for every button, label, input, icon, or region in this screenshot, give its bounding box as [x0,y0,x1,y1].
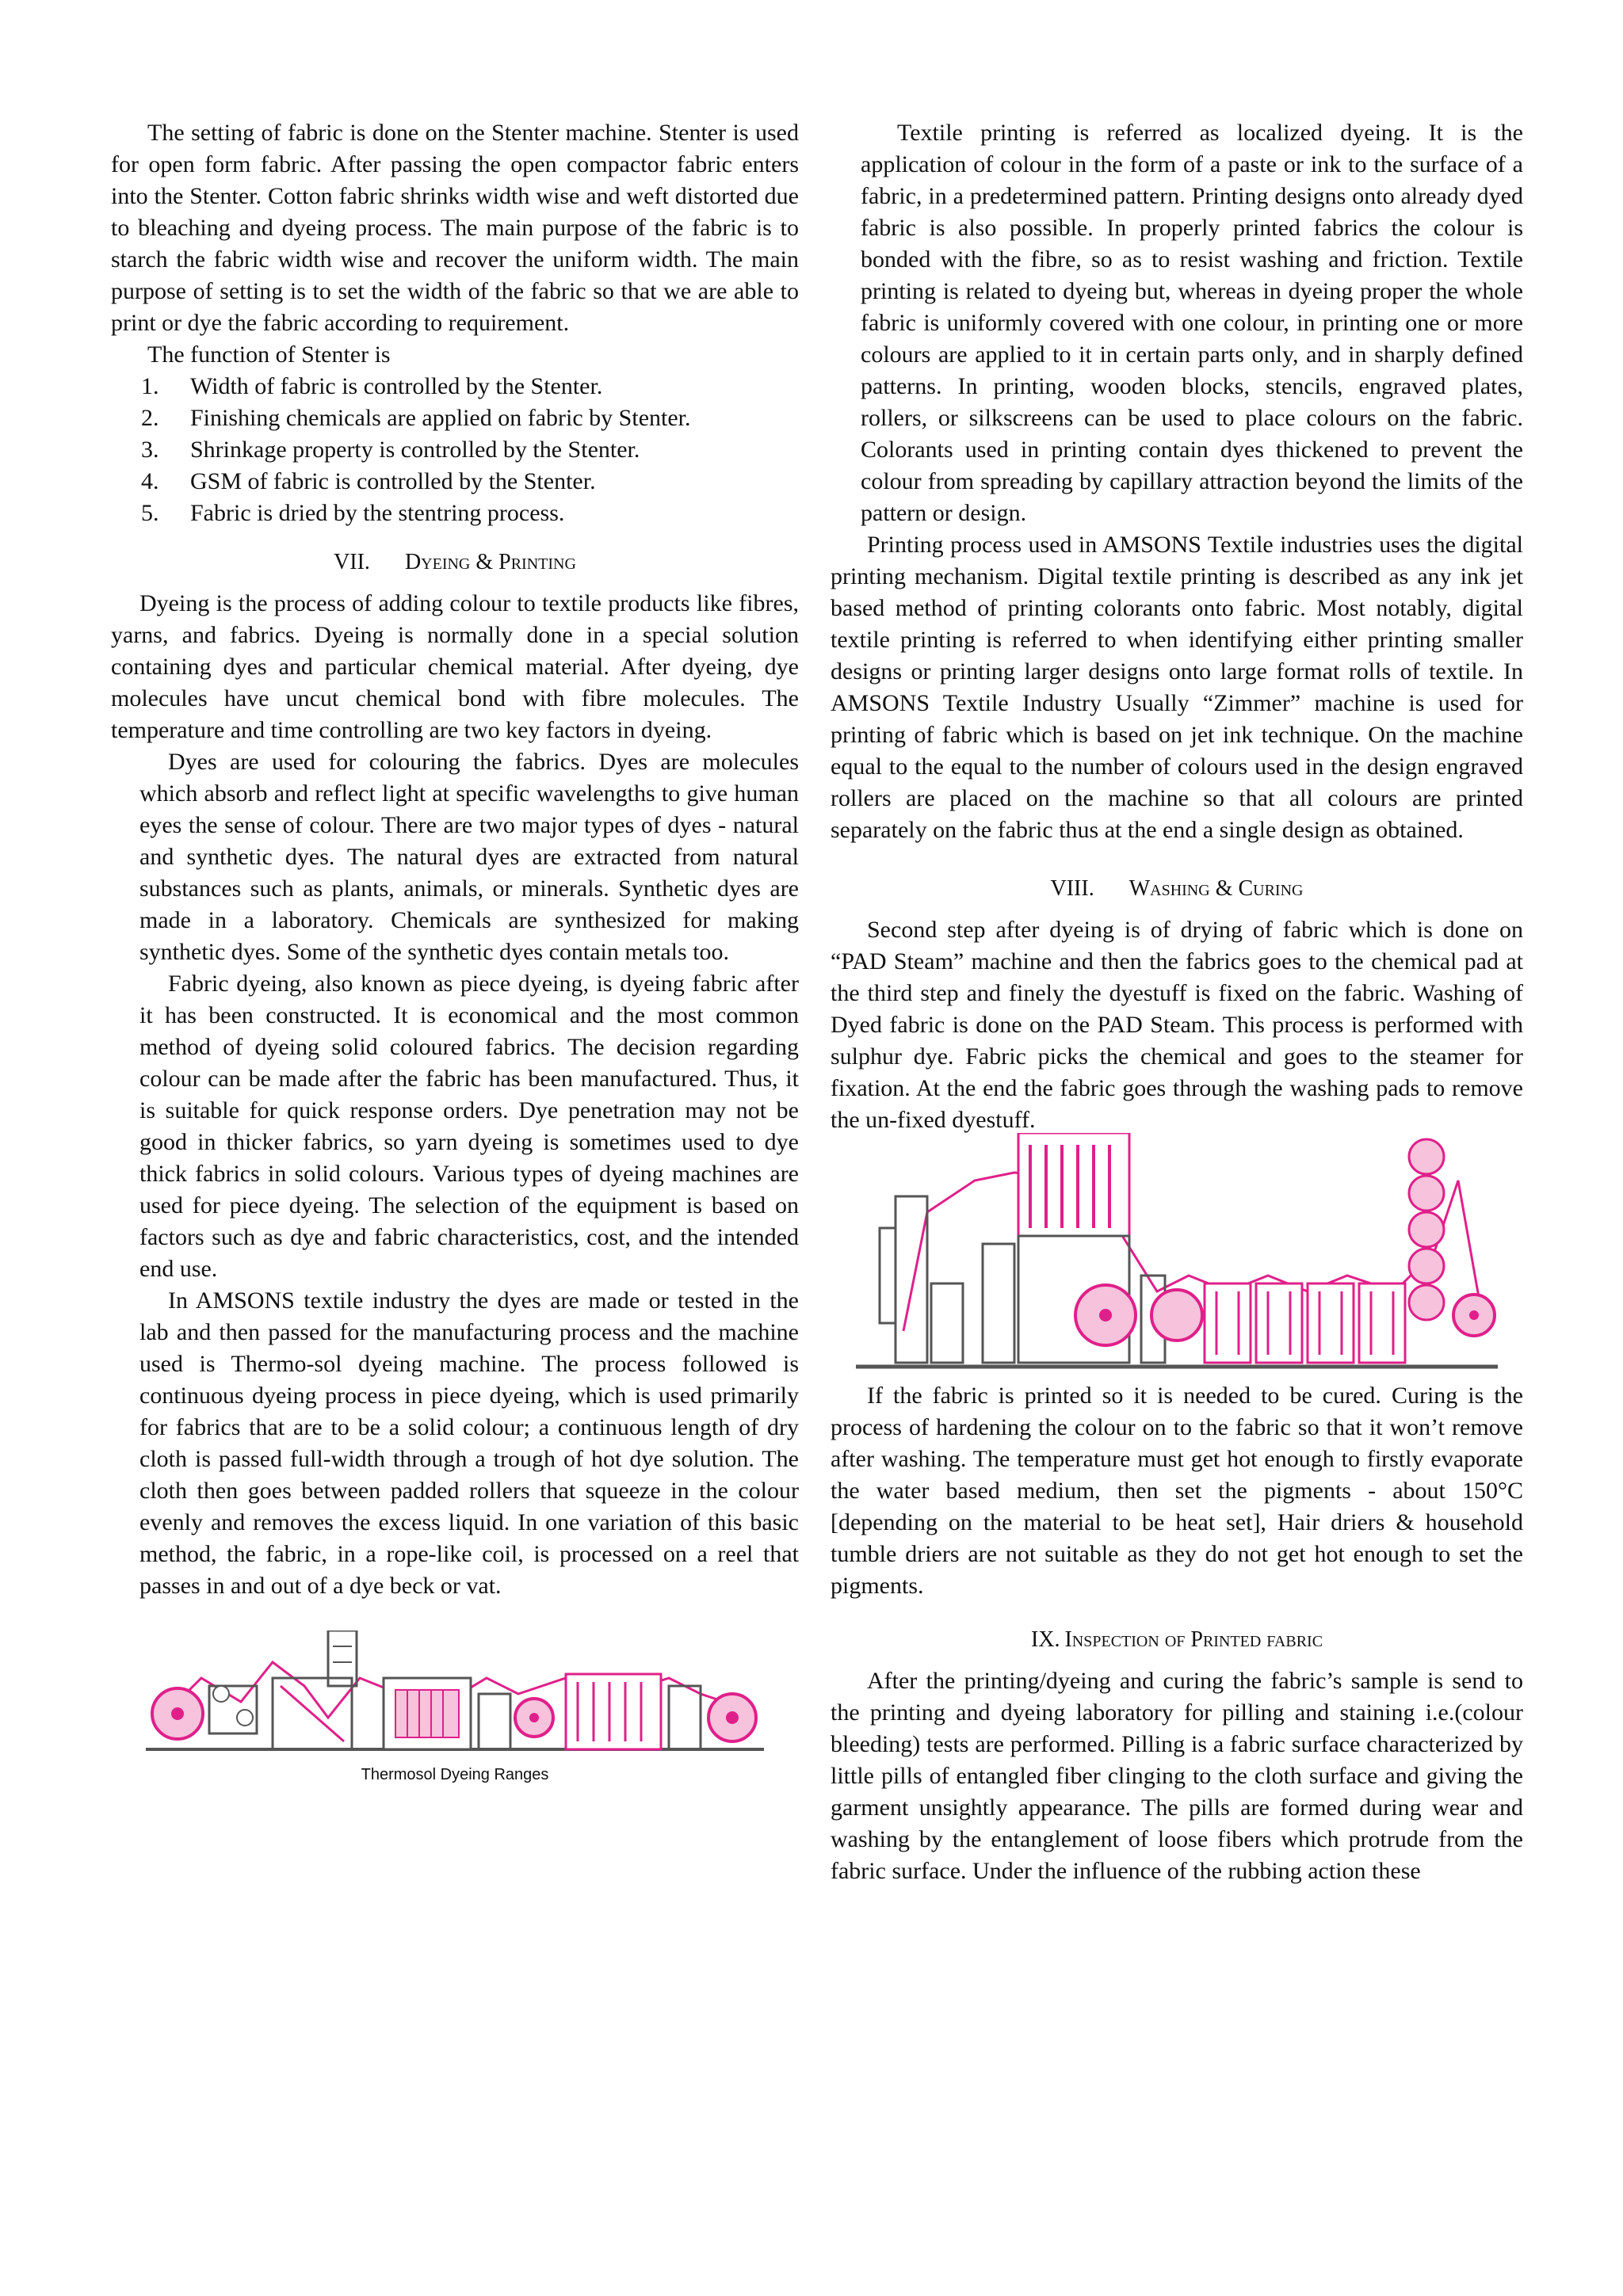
list-item: 5. Fabric is dried by the stentring process. [141,500,565,526]
digital-printing-paragraph: Printing process used in AMSONS Textile industries uses the digital printing mechanism. Digital textile printing is described as any ink jet based method of printing colorants onto fabric. Most notably, digital textile printing is referred to when identifying either printing smaller designs or printing larger designs onto large format rolls of textile. In AMSONS Textile Industry Usually “Zimmer” machine is used for printing of fabric which is based on jet ink technique. On the machine equal to the equal to the number of colours used in the design engraved rollers are placed on the machine so that all colours are printed separately on the fabric thus at the end a single design as obtained. [831,532,1523,843]
curing-paragraph: If the fabric is printed so it is needed to be cured. Curing is the process of hardening the colour on to the fabric so that it won’t remove after washing. The temperature must get hot enough to firstly evaporate the water based medium, then set the pigments - about 150°C [depending on the material to be heat set], Hair driers & household tumble driers are not suitable as they do not get hot enough to set the pigments. [831,1383,1523,1599]
printing-indented-block [831,117,1523,529]
left-column [111,117,799,1791]
section-heading-vii: VII. Dyeing & Printing [334,550,576,574]
fabric-dyeing-paragraph: Fabric dyeing, also known as piece dyeing, is dyeing fabric after it has been constructed. It is economical and the most common method of dyeing solid coloured fabrics. The decision regarding colour can be made after the fabric has been manufactured. Thus, it is suitable for quick response orders. Dye penetration may not be good in thicker fabrics, so yarn dyeing is sometimes used to dye thick fabrics in solid colours. Various types of dyeing machines are used for piece dyeing. The selection of the equipment is based on factors such as dye and fabric characteristics, cost, and the intended end use. [139,971,799,1282]
dyeing-indented-block [111,746,799,1602]
section-heading-ix: IX. Inspection of Printed fabric [1030,1627,1323,1652]
washing-paragraph: Second step after dyeing is of drying of fabric which is done on “PAD Steam” machine and then the fabrics goes to the chemical pad at the third step and finely the dyestuff is fixed on the fabric. Washing of Dyed fabric is done on the PAD Steam. This process is performed with sulphur dye. Fabric picks the chemical and goes to the steamer for fixation. At the end the fabric goes through the washing pads to remove the un-fixed dyestuff. [831,917,1523,1133]
amsons-dyeing-paragraph: In AMSONS textile industry the dyes are made or tested in the lab and then passed for the manufacturing process and the machine used is Thermo-sol dyeing machine. The process followed is continuous dyeing process in piece dyeing, which is used primarily for fabrics that are to be a solid colour; a continuous length of dry cloth is passed full-width through a trough of hot dye solution. The cloth then goes between padded rollers that squeeze in the colour evenly and removes the excess liquid. In one variation of this basic method, the fabric, in a rope-like coil, is processed on a reel that passes in and out of a dye beck or vat. [139,1287,799,1599]
thermosol-figure [111,1630,799,1791]
stenter-function-intro: The function of Stenter is [147,341,391,368]
list-item: 2. Finishing chemicals are applied on fabric by Stenter. [141,405,691,431]
list-item: 4. GSM of fabric is controlled by the Stenter. [141,468,596,494]
stenter-function-list [111,371,799,529]
stenter-paragraph: The setting of fabric is done on the Stenter machine. Stenter is used for open form fabric. After passing the open compactor fabric enters into the Stenter. Cotton fabric shrinks width wise and weft distorted due to bleaching and dyeing process. The main purpose of the fabric is to starch the fabric width wise and recover the uniform width. The main purpose of setting is to set the width of the fabric so that we are able to print or dye the fabric according to requirement. [111,120,799,336]
dyes-paragraph: Dyes are used for colouring the fabrics. Dyes are molecules which absorb and reflect light at specific wavelengths to give human eyes the sense of colour. There are two major types of dyes - natural and synthetic dyes. The natural dyes are extracted from natural substances such as plants, animals, or minerals. Synthetic dyes are made in a laboratory. Chemicals are synthesized for making synthetic dyes. Some of the synthetic dyes contain metals too. [139,749,799,965]
list-item: 1. Width of fabric is controlled by the Stenter. [141,373,603,399]
list-item: 3. Shrinkage property is controlled by the Stenter. [141,437,640,463]
section-heading-viii: VIII. Washing & Curing [1050,876,1304,901]
figure-caption: Thermosol Dyeing Ranges [361,1766,549,1783]
inspection-paragraph: After the printing/dyeing and curing the fabric’s sample is send to the printing and dyeing laboratory for pilling and staining i.e.(colour bleeding) tests are performed. Pilling is a fabric surface characterized by little pills of entangled fiber clinging to the cloth surface and giving the garment unsightly appearance. The pills are formed during wear and washing by the entanglement of loose fibers which protrude from the fabric surface. Under the influence of the rubbing action these [831,1668,1523,1884]
printing-paragraph: Textile printing is referred as localized dyeing. It is the application of colour in the form of a paste or ink to the surface of a fabric, in a predetermined pattern. Printing designs onto already dyed fabric is also possible. In properly printed fabrics the colour is bonded with the fibre, so as to resist washing and friction. Textile printing is related to dyeing but, whereas in dyeing proper the whole fabric is uniformly covered with one colour, in printing one or more colours are applied to it in certain parts only, and in sharply defined patterns. In printing, wooden blocks, stencils, engraved plates, rollers, or silkscreens can be used to place colours on the fabric. Colorants used in printing contain dyes thickened to prevent the colour from spreading by capillary attraction beyond the limits of the pattern or design. [861,120,1523,526]
thermosol-dyeing-machine-diagram [146,1630,764,1757]
pad-steam-machine-diagram [856,1133,1498,1371]
right-column [831,117,1523,1887]
dyeing-intro-paragraph: Dyeing is the process of adding colour to textile products like fibres, yarns, and fabrics. Dyeing is normally done in a special solution containing dyes and particular chemical material. After dyeing, dye molecules have uncut chemical bond with fibre molecules. The temperature and time controlling are two key factors in dyeing. [111,590,799,743]
